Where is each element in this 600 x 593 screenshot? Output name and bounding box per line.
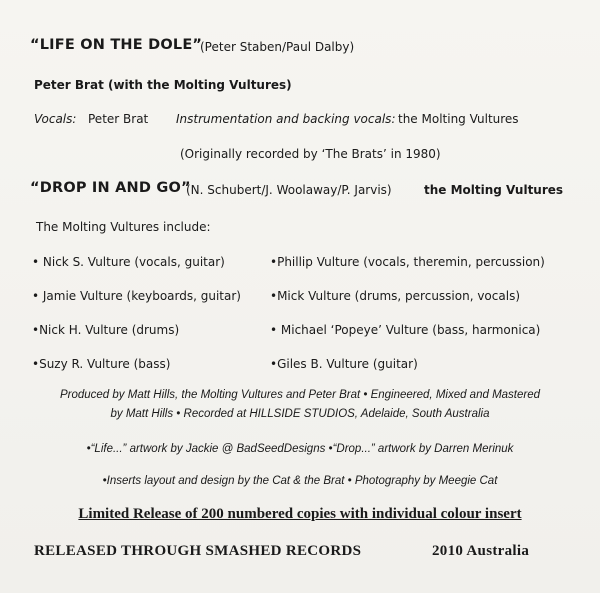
member-left-3: •Nick H. Vulture (drums) <box>32 323 180 337</box>
production-credits <box>30 386 570 424</box>
member-right-4: •Giles B. Vulture (guitar) <box>270 357 418 371</box>
song2-artist: the Molting Vultures <box>424 183 564 197</box>
design-credits: •Inserts layout and design by the Cat & the Brat • Photography by Meegie Cat <box>102 475 498 487</box>
credits-line-2: by Matt Hills • Recorded at HILLSIDE STUDIOS, Adelaide, South Australia <box>110 408 490 420</box>
member-right-1: •Phillip Vulture (vocals, theremin, percussion) <box>270 255 545 269</box>
song2-title: “DROP IN AND GO” <box>30 180 191 196</box>
member-left-2: • Jamie Vulture (keyboards, guitar) <box>32 289 241 303</box>
instrumentation-label: Instrumentation and backing vocals: <box>176 112 396 126</box>
year-country-label: 2010 Australia <box>432 543 530 559</box>
original-recording-note: (Originally recorded by ‘The Brats’ in 1980) <box>180 147 441 161</box>
released-through-label: RELEASED THROUGH SMASHED RECORDS <box>34 543 362 559</box>
artwork-credits: •“Life...” artwork by Jackie @ BadSeedDesigns •“Drop...” artwork by Darren Merinuk <box>86 443 514 455</box>
members-heading: The Molting Vultures include: <box>36 220 211 234</box>
member-left-4: •Suzy R. Vulture (bass) <box>32 357 171 371</box>
member-right-2: •Mick Vulture (drums, percussion, vocals) <box>270 289 520 303</box>
credits-line-1: Produced by Matt Hills, the Molting Vultures and Peter Brat • Engineered, Mixed and Mastered <box>59 389 541 401</box>
song1-writers: (Peter Staben/Paul Dalby) <box>200 40 355 54</box>
vocals-label: Vocals: <box>34 112 77 126</box>
song1-title: “LIFE ON THE DOLE” <box>30 37 203 53</box>
member-right-3: • Michael ‘Popeye’ Vulture (bass, harmonica) <box>270 323 541 337</box>
vocals-value: Peter Brat <box>88 112 149 126</box>
instrumentation-value: the Molting Vultures <box>398 112 519 126</box>
limited-release-note: Limited Release of 200 numbered copies with individual colour insert <box>78 506 522 522</box>
song1-artist: Peter Brat (with the Molting Vultures) <box>34 78 292 92</box>
member-left-1: • Nick S. Vulture (vocals, guitar) <box>32 255 225 269</box>
song2-writers: (N. Schubert/J. Woolaway/P. Jarvis) <box>186 183 392 197</box>
